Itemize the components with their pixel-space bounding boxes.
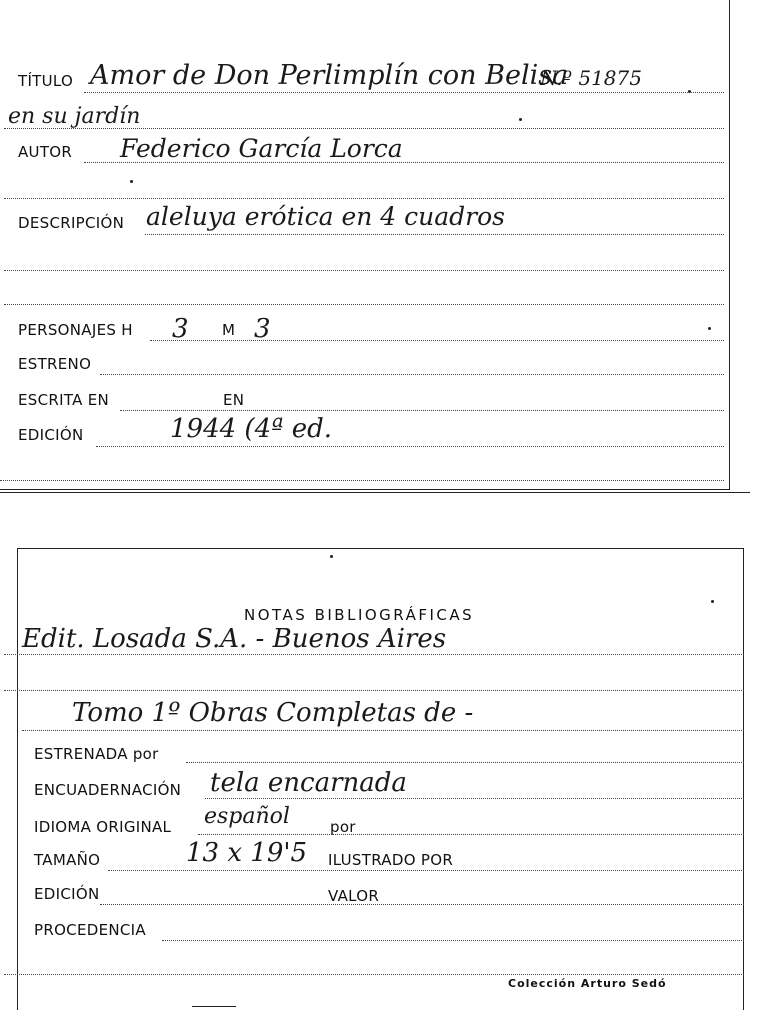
edicion-label: EDICIÓN: [18, 426, 84, 444]
blank-line-2: [4, 270, 724, 271]
descripcion-line: [145, 234, 724, 235]
ilustrado-label: ILUSTRADO POR: [328, 851, 454, 869]
edicion-value: 1944 (4ª ed.: [170, 414, 333, 444]
escrita-label: ESCRITA EN: [18, 391, 110, 409]
tamano-label: TAMAÑO: [34, 851, 101, 869]
scan-speck: [130, 180, 133, 183]
idioma-por-label: por: [330, 818, 356, 836]
autor-label: AUTOR: [18, 143, 73, 161]
procedencia-label: PROCEDENCIA: [34, 921, 146, 939]
procedencia-line: [162, 940, 744, 941]
personajes-h-value: 3: [172, 314, 189, 344]
encuadernacion-label: ENCUADERNACIÓN: [34, 781, 182, 799]
estreno-label: ESTRENO: [18, 355, 92, 373]
scan-mark: [192, 1006, 236, 1007]
collection-credit: Colección Arturo Sedó: [508, 977, 667, 990]
titulo-cont-value: en su jardín: [8, 104, 141, 129]
titulo-line: [84, 92, 724, 93]
idioma-line: [198, 834, 744, 835]
scan-speck: [330, 555, 333, 558]
note-line-1: Edit. Losada S.A. - Buenos Aires: [22, 624, 447, 654]
notas-line-1: [4, 654, 744, 655]
descripcion-label: DESCRIPCIÓN: [18, 214, 125, 232]
titulo-label: TÍTULO: [18, 72, 74, 90]
personajes-line: [150, 340, 724, 341]
notas-heading: NOTAS BIBLIOGRÁFICAS: [244, 606, 475, 624]
notas-line-2: [22, 730, 744, 731]
card-separator: [0, 492, 750, 493]
estrenada-label: ESTRENADA por: [34, 745, 159, 763]
idioma-label: IDIOMA ORIGINAL: [34, 818, 172, 836]
tamano-value: 13 x 19'5: [186, 838, 308, 868]
numero-value: N.º 51875: [540, 66, 642, 90]
edicion-bottom-label: EDICIÓN: [34, 885, 100, 903]
tamano-line: [108, 870, 744, 871]
note-line-2: Tomo 1º Obras Completas de -: [72, 698, 474, 728]
personajes-m-value: 3: [254, 314, 271, 344]
encuadernacion-line: [205, 798, 744, 799]
scan-speck: [519, 118, 522, 121]
autor-value: Federico García Lorca: [120, 134, 403, 163]
scan-speck: [688, 90, 691, 93]
escrita-line: [120, 410, 724, 411]
personajes-m-label: M: [222, 321, 236, 339]
estreno-line: [100, 374, 724, 375]
scan-speck: [711, 600, 714, 603]
encuadernacion-value: tela encarnada: [210, 768, 407, 798]
scan-speck: [708, 327, 711, 330]
descripcion-value: aleluya erótica en 4 cuadros: [146, 202, 505, 231]
titulo-value: Amor de Don Perlimplín con Belisa: [90, 60, 569, 91]
escrita-en-label: EN: [223, 391, 245, 409]
notas-blank-line: [4, 690, 744, 691]
blank-line-1: [4, 198, 724, 199]
bottom-blank-line: [4, 974, 744, 975]
estrenada-line: [186, 762, 744, 763]
edicion-bottom-line: [100, 904, 744, 905]
personajes-label: PERSONAJES H: [18, 321, 133, 339]
edicion-line: [96, 446, 724, 447]
valor-label: VALOR: [328, 887, 380, 905]
idioma-value: español: [204, 804, 290, 829]
blank-line-3: [4, 304, 724, 305]
top-bottom-line: [0, 480, 724, 481]
